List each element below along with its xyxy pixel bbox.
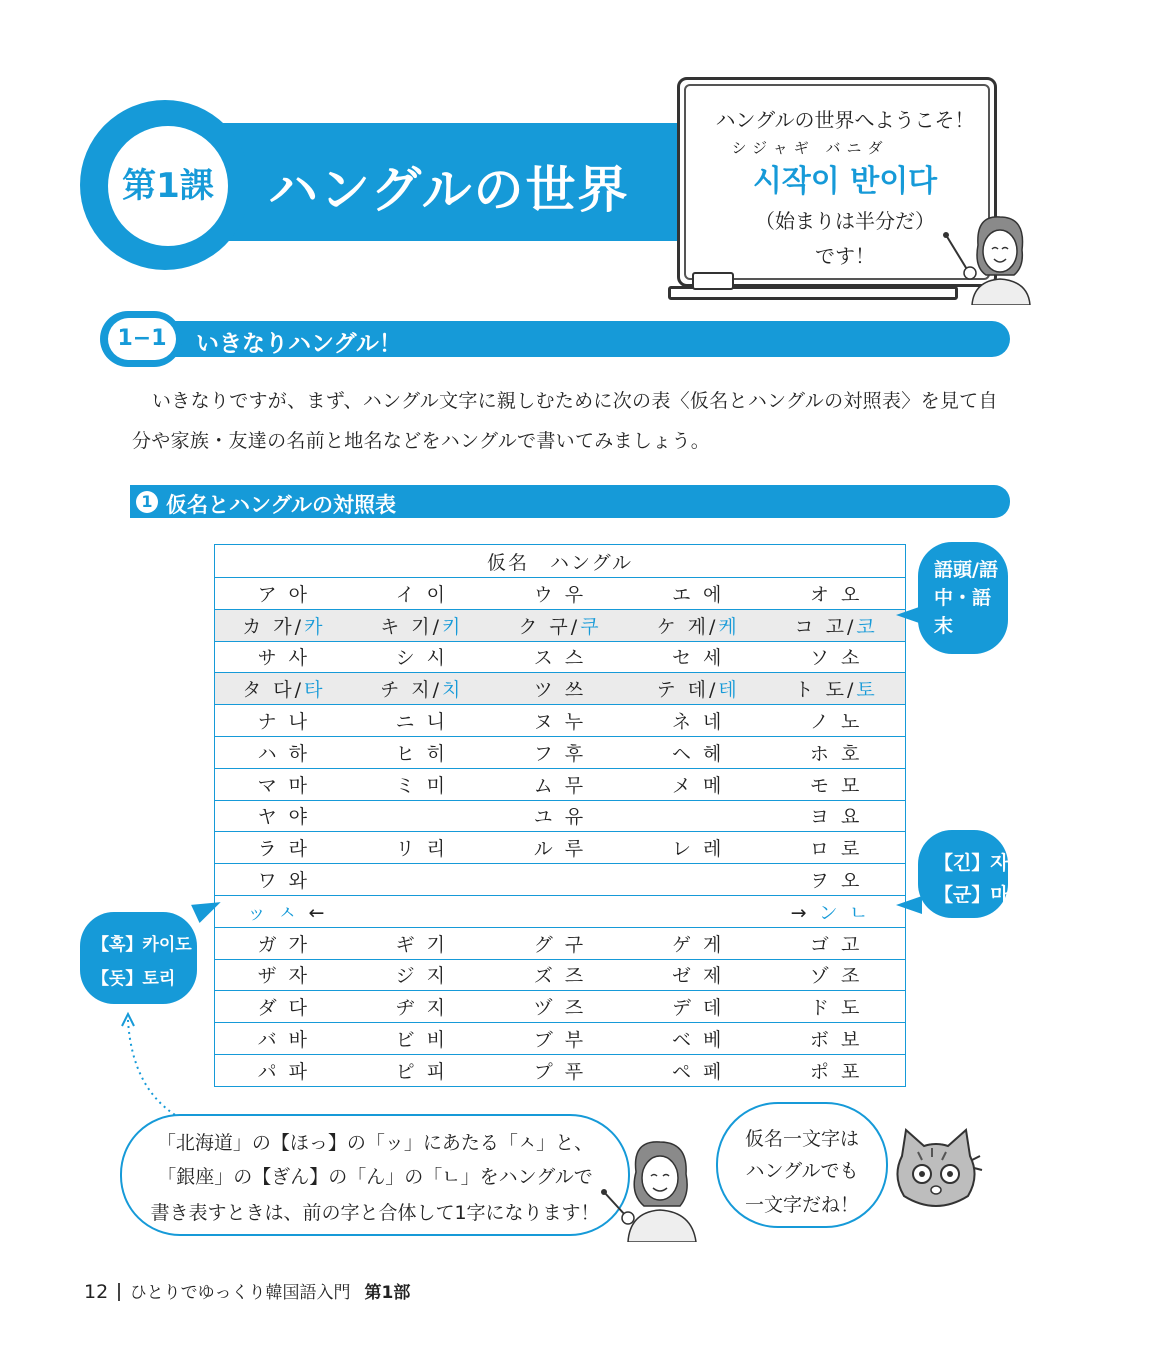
bubble-tail bbox=[896, 896, 922, 914]
table-cell bbox=[353, 832, 491, 864]
table-cell bbox=[629, 832, 767, 864]
kana-hangul-pair: ツ 쓰 bbox=[533, 679, 587, 702]
note-line-2: 「銀座」の【ぎん】の「ん」の「ㄴ」をハングルで bbox=[157, 1166, 593, 1188]
table-cell bbox=[215, 1054, 353, 1086]
kana-hangul-pair: イ 이 bbox=[395, 583, 448, 606]
table-cell bbox=[353, 736, 491, 768]
cat-icon bbox=[888, 1126, 984, 1226]
table-row bbox=[215, 641, 906, 673]
table-cell bbox=[215, 832, 353, 864]
table-cell bbox=[353, 641, 491, 673]
kana-hangul-pair: グ 구 bbox=[533, 933, 587, 956]
page-number: 12 bbox=[84, 1281, 109, 1303]
kana-hangul-pair: ヨ 요 bbox=[809, 806, 863, 829]
kana-hangul-pair: ガ 가 bbox=[257, 933, 311, 956]
aspirated-hangul: 치 bbox=[442, 679, 464, 702]
table-cell bbox=[767, 705, 905, 737]
table-cell bbox=[215, 927, 353, 959]
table-cell bbox=[629, 959, 767, 991]
teacher-illustration-icon bbox=[600, 1132, 710, 1242]
table-cell bbox=[215, 959, 353, 991]
kana-hangul-pair: ア 아 bbox=[257, 583, 311, 606]
table-header: 仮名 ハングル bbox=[215, 545, 906, 578]
kana-hangul-pair: ハ 하 bbox=[257, 742, 311, 765]
example-bubble-line-2: 【돗】토리 bbox=[92, 969, 176, 989]
table-row bbox=[215, 832, 906, 864]
table-cell bbox=[491, 1023, 629, 1055]
kana-hangul-table bbox=[214, 544, 906, 1087]
aspirated-hangul: 토 bbox=[856, 679, 878, 702]
kana-hangul-pair: ノ 노 bbox=[809, 711, 863, 734]
table-cell bbox=[767, 832, 905, 864]
table-row bbox=[215, 1023, 906, 1055]
table-cell bbox=[629, 864, 767, 896]
kana-hangul-pair: コ 고/ bbox=[794, 615, 857, 638]
kana-hangul-pair: ス 스 bbox=[533, 647, 587, 670]
table-cell bbox=[491, 609, 629, 641]
kana-hangul-pair: ソ 소 bbox=[809, 647, 863, 670]
footer-divider bbox=[118, 1283, 120, 1301]
table-cell bbox=[629, 705, 767, 737]
kana-hangul-pair: ム 무 bbox=[533, 774, 587, 797]
cat-bubble-line-3: 一文字だね！ bbox=[744, 1194, 859, 1216]
table-cell bbox=[491, 895, 629, 927]
kana-hangul-pair: ヲ 오 bbox=[809, 870, 863, 893]
page-footer bbox=[84, 1278, 410, 1303]
table-cell bbox=[491, 673, 629, 705]
table-cell bbox=[629, 927, 767, 959]
table-cell bbox=[767, 1054, 905, 1086]
aspirated-hangul: 테 bbox=[718, 679, 740, 702]
cat-bubble-line-2: ハングルでも bbox=[745, 1160, 859, 1182]
table-cell bbox=[491, 832, 629, 864]
table-cell bbox=[767, 991, 905, 1023]
tsu-batchim: ッ ㅅ bbox=[247, 901, 300, 924]
table-cell bbox=[491, 800, 629, 832]
position-bubble-text: 語頭/語中・語末 bbox=[934, 559, 998, 637]
kana-hangul-pair: ギ 기 bbox=[395, 933, 448, 956]
table-cell bbox=[767, 673, 905, 705]
table-cell bbox=[767, 864, 905, 896]
kana-hangul-pair: モ 모 bbox=[809, 774, 863, 797]
table-cell bbox=[491, 927, 629, 959]
kana-hangul-pair: オ 오 bbox=[809, 583, 863, 606]
kana-hangul-pair: ゼ 제 bbox=[671, 965, 725, 988]
intro-paragraph-line-2: 分や家族・友達の名前と地名などをハングルで書いてみましょう。 bbox=[132, 430, 711, 452]
table-row bbox=[215, 673, 906, 705]
kana-hangul-pair: キ 기/ bbox=[380, 615, 442, 638]
aspirated-hangul: 케 bbox=[718, 615, 740, 638]
table-cell bbox=[353, 800, 491, 832]
table-cell bbox=[353, 705, 491, 737]
kana-hangul-pair: セ 세 bbox=[671, 647, 725, 670]
kana-hangul-pair: ヌ 누 bbox=[533, 711, 587, 734]
aspirated-hangul: 카 bbox=[304, 615, 326, 638]
kana-hangul-pair: デ 데 bbox=[671, 997, 725, 1020]
table-cell bbox=[491, 578, 629, 610]
special-row bbox=[215, 895, 906, 927]
table-cell bbox=[491, 705, 629, 737]
table-cell bbox=[629, 578, 767, 610]
table-cell bbox=[629, 736, 767, 768]
lesson-label: 第1課 bbox=[122, 166, 214, 206]
teacher-illustration-icon bbox=[938, 205, 1038, 305]
kana-hangul-pair: パ 파 bbox=[257, 1060, 311, 1083]
table-cell bbox=[353, 1023, 491, 1055]
kana-hangul-pair: フ 후 bbox=[533, 742, 587, 765]
table-row bbox=[215, 959, 906, 991]
part-label: 第1部 bbox=[364, 1283, 411, 1303]
section-title: いきなりハングル！ bbox=[196, 331, 402, 357]
table-cell bbox=[215, 991, 353, 1023]
table-cell bbox=[353, 895, 491, 927]
table-cell bbox=[491, 1054, 629, 1086]
chapter-title: ハングルの世界 bbox=[268, 161, 630, 219]
kana-hangul-pair: ト 도/ bbox=[794, 679, 857, 702]
kana-hangul-pair: ビ 비 bbox=[395, 1029, 448, 1052]
table-cell bbox=[353, 927, 491, 959]
table-cell bbox=[353, 991, 491, 1023]
note-line-1: 「北海道」の【ほっ】の「ッ」にあたる「ㅅ」と、 bbox=[156, 1132, 594, 1154]
kana-hangul-pair: ユ 유 bbox=[533, 806, 587, 829]
kana-hangul-pair: ボ 보 bbox=[809, 1029, 863, 1052]
kana-hangul-pair: ケ 게/ bbox=[656, 615, 719, 638]
table-cell bbox=[629, 800, 767, 832]
kana-hangul-pair: ヂ 지 bbox=[395, 997, 448, 1020]
left-arrow-icon: ← bbox=[299, 901, 328, 924]
table-cell bbox=[629, 1023, 767, 1055]
table-cell bbox=[767, 641, 905, 673]
book-title: ひとりでゆっくり韓国語入門 bbox=[129, 1283, 351, 1303]
kana-hangul-pair: タ 다/ bbox=[242, 679, 305, 702]
aspirated-hangul: 키 bbox=[442, 615, 464, 638]
table-cell bbox=[629, 991, 767, 1023]
table-cell bbox=[353, 1054, 491, 1086]
kana-hangul-pair: ズ 즈 bbox=[533, 965, 587, 988]
aspirated-hangul: 쿠 bbox=[580, 615, 602, 638]
table-cell bbox=[767, 768, 905, 800]
kana-hangul-pair: ウ 우 bbox=[533, 583, 587, 606]
eraser-icon bbox=[692, 272, 734, 290]
table-cell bbox=[215, 705, 353, 737]
table-cell bbox=[767, 927, 905, 959]
blackboard-line-4: です！ bbox=[815, 244, 875, 268]
table-cell bbox=[491, 736, 629, 768]
example-bubble-line-1: 【혹】카이도 bbox=[92, 935, 192, 955]
table-cell bbox=[353, 864, 491, 896]
table-cell bbox=[215, 768, 353, 800]
table-row bbox=[215, 927, 906, 959]
n-batchim: ン ㄴ bbox=[818, 901, 871, 924]
kana-hangul-pair: ダ 다 bbox=[257, 997, 311, 1020]
table-cell bbox=[353, 673, 491, 705]
kana-hangul-pair: ク 구/ bbox=[518, 615, 581, 638]
dotted-arrow-icon bbox=[120, 1010, 190, 1120]
example-bubble bbox=[80, 912, 197, 1004]
table-cell bbox=[353, 959, 491, 991]
kana-hangul-pair: プ 푸 bbox=[533, 1060, 587, 1083]
kana-hangul-pair: ペ 페 bbox=[671, 1060, 725, 1083]
table-cell bbox=[629, 1054, 767, 1086]
table-row bbox=[215, 736, 906, 768]
kana-hangul-pair: ド 도 bbox=[809, 997, 863, 1020]
table-row bbox=[215, 1054, 906, 1086]
kana-hangul-pair: ポ 포 bbox=[809, 1060, 863, 1083]
kana-hangul-pair: レ 레 bbox=[671, 838, 725, 861]
kana-hangul-pair: ゾ 조 bbox=[809, 965, 863, 988]
kana-hangul-pair: ル 루 bbox=[533, 838, 587, 861]
table-cell bbox=[767, 959, 905, 991]
table-cell bbox=[767, 736, 905, 768]
table-cell bbox=[767, 609, 905, 641]
aspirated-hangul: 코 bbox=[856, 615, 878, 638]
kana-hangul-pair: ヤ 야 bbox=[257, 806, 311, 829]
table-row bbox=[215, 578, 906, 610]
kana-hangul-pair: ベ 베 bbox=[671, 1029, 725, 1052]
table-cell bbox=[215, 895, 353, 927]
table-row bbox=[215, 991, 906, 1023]
kana-hangul-pair: ミ 미 bbox=[395, 774, 448, 797]
table-cell bbox=[353, 768, 491, 800]
blackboard-line-1: ハングルの世界へようこそ！ bbox=[715, 108, 975, 132]
blackboard-line-3: （始まりは半分だ） bbox=[755, 209, 935, 233]
kana-hangul-pair: エ 에 bbox=[671, 583, 725, 606]
kana-hangul-pair: リ 리 bbox=[395, 838, 448, 861]
table-cell bbox=[767, 1023, 905, 1055]
table-cell bbox=[629, 609, 767, 641]
table-cell bbox=[767, 895, 905, 927]
table-cell bbox=[491, 641, 629, 673]
table-row bbox=[215, 609, 906, 641]
kana-hangul-pair: カ 가/ bbox=[242, 615, 305, 638]
table-cell bbox=[215, 864, 353, 896]
table-cell bbox=[215, 673, 353, 705]
table-cell bbox=[491, 991, 629, 1023]
table-row bbox=[215, 864, 906, 896]
kana-hangul-pair: ゴ 고 bbox=[809, 933, 863, 956]
table-cell bbox=[353, 578, 491, 610]
kana-hangul-pair: ヅ 즈 bbox=[533, 997, 587, 1020]
table-cell bbox=[491, 864, 629, 896]
section-number: 1−1 bbox=[108, 318, 176, 360]
table-cell bbox=[215, 800, 353, 832]
kana-hangul-pair: シ 시 bbox=[395, 647, 448, 670]
kana-hangul-pair: サ 사 bbox=[257, 647, 311, 670]
table-cell bbox=[491, 768, 629, 800]
kana-hangul-pair: ラ 라 bbox=[257, 838, 311, 861]
kana-hangul-pair: ピ 피 bbox=[395, 1060, 448, 1083]
table-cell bbox=[767, 578, 905, 610]
final-bubble-line-2: 【군】마 bbox=[934, 884, 1009, 906]
blackboard-ruby: シジャギ バニダ bbox=[731, 139, 889, 157]
kana-hangul-pair: ゲ 게 bbox=[671, 933, 725, 956]
table-cell bbox=[629, 641, 767, 673]
kana-hangul-pair: ザ 자 bbox=[257, 965, 311, 988]
kana-hangul-pair: ヒ 히 bbox=[395, 742, 448, 765]
table-row bbox=[215, 768, 906, 800]
note-line-3: 書き表すときは、前の字と合体して1字になります！ bbox=[150, 1202, 600, 1224]
table-cell bbox=[629, 673, 767, 705]
kana-hangul-pair: ワ 와 bbox=[257, 870, 311, 893]
kana-hangul-pair: ニ 니 bbox=[395, 711, 448, 734]
table-cell bbox=[767, 800, 905, 832]
kana-hangul-pair: ロ 로 bbox=[809, 838, 863, 861]
table-cell bbox=[629, 768, 767, 800]
table-cell bbox=[215, 578, 353, 610]
table-cell bbox=[215, 641, 353, 673]
kana-hangul-pair: チ 지/ bbox=[380, 679, 442, 702]
final-bubble-line-1: 【긴】자 bbox=[934, 852, 1009, 874]
blackboard-korean: 시작이 반이다 bbox=[752, 164, 938, 199]
table-cell bbox=[215, 1023, 353, 1055]
subsection-title: 仮名とハングルの対照表 bbox=[166, 493, 396, 517]
table-cell bbox=[215, 736, 353, 768]
intro-paragraph-line-1: いきなりですが、まず、ハングル文字に親しむために次の表〈仮名とハングルの対照表〉を見て自 bbox=[152, 390, 998, 412]
table-row bbox=[215, 800, 906, 832]
table-cell bbox=[491, 959, 629, 991]
subsection-number: 1 bbox=[136, 491, 158, 513]
kana-hangul-pair: ナ 나 bbox=[257, 711, 311, 734]
table-body bbox=[215, 578, 906, 1087]
kana-hangul-pair: ブ 부 bbox=[533, 1029, 587, 1052]
table-row bbox=[215, 705, 906, 737]
bubble-tail bbox=[896, 606, 922, 624]
table-cell bbox=[215, 609, 353, 641]
kana-hangul-pair: ヘ 헤 bbox=[671, 742, 725, 765]
right-arrow-icon: → bbox=[790, 901, 819, 924]
kana-hangul-pair: ジ 지 bbox=[395, 965, 448, 988]
aspirated-hangul: 타 bbox=[304, 679, 326, 702]
kana-hangul-pair: マ 마 bbox=[257, 774, 311, 797]
kana-hangul-pair: ホ 호 bbox=[809, 742, 863, 765]
kana-hangul-pair: ネ 네 bbox=[671, 711, 725, 734]
kana-hangul-pair: メ 메 bbox=[671, 774, 725, 797]
kana-hangul-pair: バ 바 bbox=[257, 1029, 311, 1052]
table-cell bbox=[353, 609, 491, 641]
kana-hangul-pair: テ 데/ bbox=[656, 679, 719, 702]
cat-bubble-line-1: 仮名一文字は bbox=[744, 1128, 859, 1150]
table-cell bbox=[629, 895, 767, 927]
